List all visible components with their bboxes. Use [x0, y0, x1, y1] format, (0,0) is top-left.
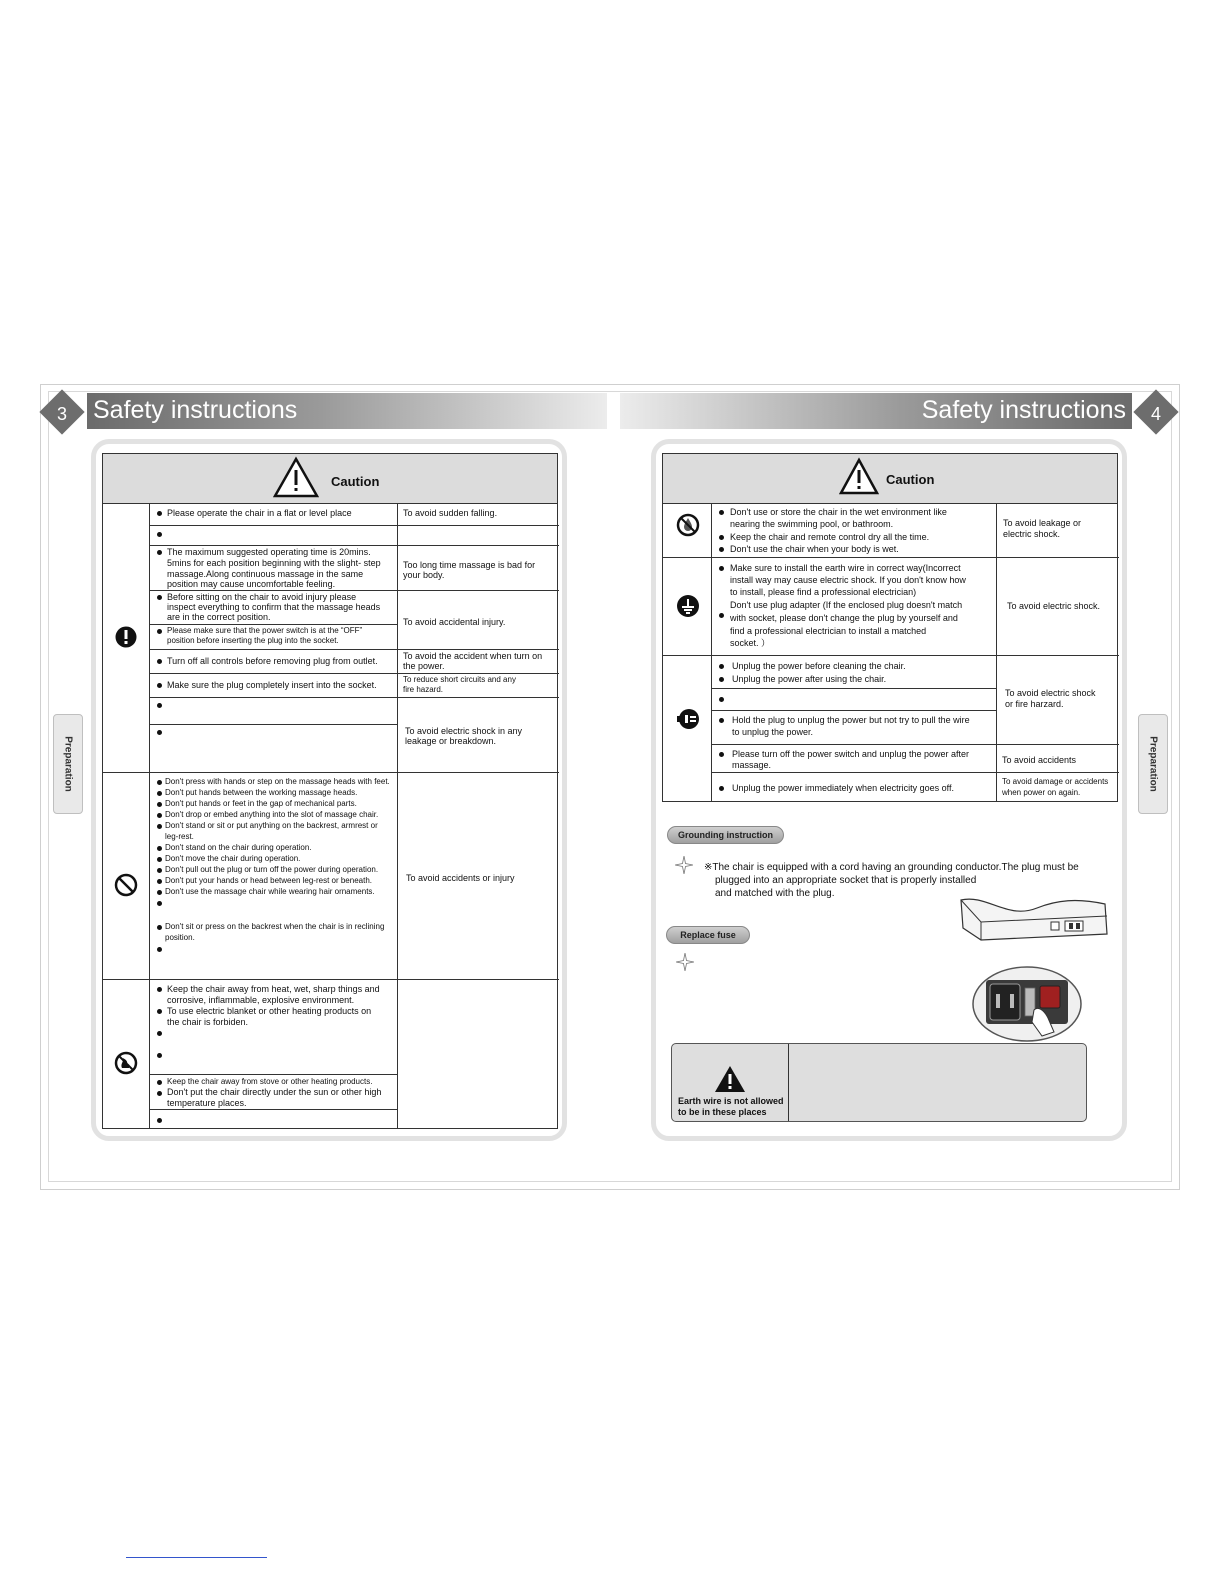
right-reason-column-line	[996, 503, 997, 802]
wet-item: Don't use or store the chair in the wet environment like	[730, 507, 947, 517]
bullet	[157, 890, 162, 895]
bullet	[157, 1031, 162, 1036]
bullet	[719, 535, 724, 540]
prohibited-item: position.	[165, 933, 195, 942]
rule-reason: or fire harzard.	[1005, 699, 1064, 709]
bullet	[157, 947, 162, 952]
bullet	[157, 683, 162, 688]
side-tab-right-label: Preparation	[1147, 736, 1159, 792]
left-reason-column-line	[397, 503, 398, 1129]
chair-base-illustration	[957, 890, 1109, 948]
rule-reason: To avoid sudden falling.	[403, 508, 498, 518]
right-page-title: Safety instructions	[921, 396, 1126, 424]
row-divider	[711, 688, 996, 689]
left-page-number: 3	[56, 404, 67, 424]
footer-link[interactable]	[126, 1557, 267, 1558]
rule-text: The maximum suggested operating time is 20mins.	[167, 547, 371, 557]
row-divider	[711, 772, 1119, 773]
rule-reason: To avoid accidental injury.	[403, 617, 506, 627]
fire-item: To use electric blanket or other heating products on	[167, 1006, 372, 1016]
power-socket-closeup	[972, 966, 1082, 1042]
prohibited-icon	[114, 873, 138, 897]
left-group-divider	[103, 772, 559, 773]
sparkle-icon	[675, 856, 693, 874]
bullet	[157, 1053, 162, 1058]
rule-reason: To avoid accidents or injury	[406, 873, 515, 883]
bullet	[157, 791, 162, 796]
prohibited-item: leg-rest.	[165, 832, 194, 841]
rule-text: Before sitting on the chair to avoid injury please	[167, 592, 357, 602]
row-divider	[149, 697, 559, 698]
warning-triangle-icon	[273, 456, 319, 498]
prohibited-item: Don't stand on the chair during operation.	[165, 843, 312, 852]
bullet	[157, 1091, 162, 1096]
row-divider	[149, 624, 397, 625]
side-tab-left-label: Preparation	[62, 736, 74, 792]
bullet	[719, 547, 724, 552]
unplug-item: Please turn off the power switch and unplug the power after	[732, 749, 969, 759]
row-divider	[149, 1109, 397, 1110]
left-group-divider	[103, 979, 559, 980]
left-caution-table	[102, 453, 558, 1129]
bullet	[157, 857, 162, 862]
bullet	[157, 802, 162, 807]
rule-reason: To avoid accidents	[1002, 755, 1077, 765]
earth-item: Don't use plug adapter (If the enclosed plug doesn't match	[730, 600, 963, 610]
warning-triangle-icon	[714, 1065, 746, 1093]
wet-item: nearing the swimming pool, or bathroom.	[730, 519, 894, 529]
fire-item: corrosive, inflammable, explosive environment.	[167, 995, 355, 1005]
side-tab-left[interactable]	[53, 714, 83, 814]
bullet	[157, 987, 162, 992]
rule-reason: when power on again.	[1002, 788, 1081, 797]
rule-text: Make sure the plug completely insert into the socket.	[167, 680, 377, 690]
prohibited-item: Don't put your hands or head between leg-rest or beneath.	[165, 876, 372, 885]
grounding-instruction-label: Grounding instruction	[667, 826, 784, 844]
prohibited-item: Don't use the massage chair while wearing hair ornaments.	[165, 887, 375, 896]
earth-wire-warning-box	[671, 1043, 1087, 1122]
left-icon-column-line	[149, 503, 150, 1129]
bullet	[157, 532, 162, 537]
bullet	[719, 566, 724, 571]
left-header-bar	[87, 393, 607, 429]
prohibited-item: Don't move the chair during operation.	[165, 854, 301, 863]
bullet	[157, 868, 162, 873]
rule-text: massage.Along continuous massage in the same	[167, 569, 364, 579]
earth-item: find a professional electrician to install a matched	[730, 626, 927, 636]
right-caution-title: Caution	[886, 472, 935, 487]
bullet	[719, 752, 724, 757]
rule-text: Please make sure that the power switch is at the “OFF”	[167, 626, 363, 635]
bullet	[719, 718, 724, 723]
right-caution-table	[662, 453, 1118, 802]
bullet	[719, 664, 724, 669]
grounding-text: plugged into an appropriate socket that is properly installed	[715, 875, 977, 886]
unplug-item: massage.	[732, 760, 772, 770]
fire-item: temperature places.	[167, 1098, 247, 1108]
bullet	[157, 1118, 162, 1123]
row-divider	[149, 649, 559, 650]
unplug-icon	[675, 707, 701, 731]
bullet	[157, 846, 162, 851]
replace-fuse-label: Replace fuse	[666, 926, 750, 944]
warning-label: Earth wire is not allowed	[678, 1096, 784, 1106]
unplug-item: Unplug the power after using the chair.	[732, 674, 887, 684]
prohibited-item: Don't sit or press on the backrest when the chair is in reclining	[165, 922, 385, 931]
right-caution-header	[663, 454, 1117, 504]
bullet	[157, 629, 162, 634]
rule-reason: To avoid leakage or	[1003, 518, 1082, 528]
row-divider	[711, 744, 1119, 745]
rule-text: inspect everything to confirm that the massage heads	[167, 602, 381, 612]
rule-reason: leakage or breakdown.	[405, 736, 497, 746]
wet-item: Don't use the chair when your body is wet.	[730, 544, 899, 554]
rule-reason: electric shock.	[1003, 529, 1061, 539]
rule-reason: the power.	[403, 661, 445, 671]
fire-item: Don't put the chair directly under the sun or other high	[167, 1087, 382, 1097]
bullet	[157, 813, 162, 818]
rule-text: Turn off all controls before removing plug from outlet.	[167, 656, 378, 666]
left-page-title: Safety instructions	[93, 396, 298, 424]
bullet	[157, 511, 162, 516]
prohibited-item: Don't stand or sit or put anything on the backrest, armrest or	[165, 821, 378, 830]
unplug-item: Unplug the power immediately when electricity goes off.	[732, 783, 954, 793]
rule-text: are in the correct position.	[167, 612, 271, 622]
bullet	[719, 613, 724, 618]
left-caution-title: Caution	[331, 474, 380, 489]
right-icon-column-line	[711, 503, 712, 802]
rule-reason: To avoid electric shock	[1005, 688, 1096, 698]
bullet	[719, 677, 724, 682]
row-divider	[149, 724, 397, 725]
prohibited-item: Don't pull out the plug or turn off the power during operation.	[165, 865, 379, 874]
earth-item: install way may cause electric shock. If you don't know how	[730, 575, 966, 585]
warning-triangle-icon	[839, 457, 879, 495]
prohibited-item: Don't put hands or feet in the gap of mechanical parts.	[165, 799, 357, 808]
wet-item: Keep the chair and remote control dry all the time.	[730, 532, 930, 542]
rule-reason: To avoid electric shock.	[1007, 601, 1101, 611]
right-page-number: 4	[1150, 404, 1161, 424]
ground-icon	[676, 594, 700, 618]
rule-text: position may cause uncomfortable feeling.	[167, 579, 336, 589]
bullet	[157, 550, 162, 555]
row-divider	[149, 673, 559, 674]
rule-reason: To avoid damage or accidents	[1002, 777, 1109, 786]
rule-text: 5mins for each position beginning with the slight- step	[167, 558, 381, 568]
right-header-bar	[620, 393, 1132, 429]
right-group-divider	[663, 655, 1119, 656]
left-caution-header	[103, 454, 557, 504]
bullet	[157, 824, 162, 829]
bullet	[157, 879, 162, 884]
bullet	[157, 595, 162, 600]
exclamation-icon	[115, 626, 137, 648]
fire-item: Keep the chair away from stove or other heating products.	[167, 1077, 373, 1086]
earth-item: Make sure to install the earth wire in correct way(Incorrect	[730, 563, 961, 573]
bullet	[157, 659, 162, 664]
bullet	[157, 1009, 162, 1014]
no-fire-icon	[114, 1051, 138, 1075]
earth-item: socket. ）	[730, 638, 771, 648]
row-divider	[149, 1074, 397, 1075]
row-divider	[149, 545, 559, 546]
fire-item: the chair is forbiden.	[167, 1017, 249, 1027]
row-divider	[149, 525, 559, 526]
warning-label: to be in these places	[678, 1107, 767, 1117]
unplug-item: Hold the plug to unplug the power but not try to pull the wire	[732, 715, 970, 725]
earth-item: to install, please find a professional electrician)	[730, 587, 917, 597]
side-tab-right[interactable]	[1138, 714, 1168, 814]
bullet	[157, 780, 162, 785]
right-group-divider	[663, 557, 1119, 558]
no-water-icon	[676, 513, 700, 537]
bullet	[157, 703, 162, 708]
rule-reason: your body.	[403, 570, 445, 580]
unplug-item: Unplug the power before cleaning the chair.	[732, 661, 906, 671]
bullet	[719, 510, 724, 515]
bullet	[157, 901, 162, 906]
bullet	[719, 697, 724, 702]
rule-reason: To avoid electric shock in any	[405, 726, 523, 736]
bullet	[157, 925, 162, 930]
bullet	[719, 786, 724, 791]
earth-item: with socket, please don't change the plug by yourself and	[730, 613, 958, 623]
prohibited-item: Don't press with hands or step on the massage heads with feet.	[165, 777, 390, 786]
grounding-text: and matched with the plug.	[715, 888, 835, 899]
sparkle-icon	[676, 953, 694, 971]
rule-text: Please operate the chair in a flat or level place	[167, 508, 352, 518]
rule-text: position before inserting the plug into the socket.	[167, 636, 339, 645]
rule-reason: Too long time massage is bad for	[403, 560, 536, 570]
prohibited-item: Don't drop or embed anything into the slot of massage chair.	[165, 810, 379, 819]
rule-reason: fire hazard.	[403, 685, 444, 694]
prohibited-item: Don't put hands between the working massage heads.	[165, 788, 358, 797]
grounding-text: ※The chair is equipped with a cord having an grounding conductor.The plug must be	[704, 862, 1079, 873]
rule-reason: To avoid the accident when turn on	[403, 651, 543, 661]
bullet	[157, 1080, 162, 1085]
rule-reason: To reduce short circuits and any	[403, 675, 516, 684]
fire-item: Keep the chair away from heat, wet, sharp things and	[167, 984, 380, 994]
unplug-item: to unplug the power.	[732, 727, 814, 737]
bullet	[157, 730, 162, 735]
warning-box-divider	[788, 1044, 789, 1121]
row-divider	[149, 590, 559, 591]
row-divider	[711, 710, 996, 711]
